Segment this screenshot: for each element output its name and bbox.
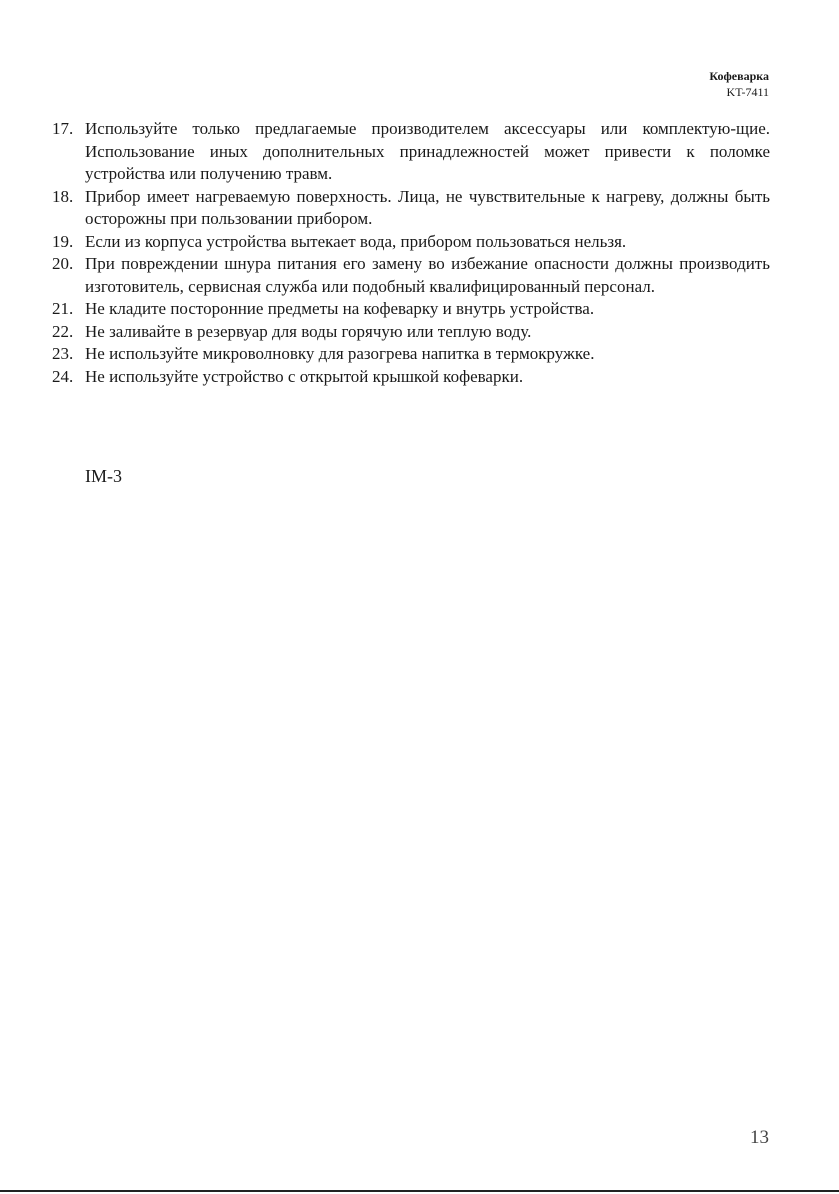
instructions-section <box>52 118 770 388</box>
list-item <box>52 366 770 389</box>
page-header <box>709 68 769 100</box>
page-number: 13 <box>750 1127 769 1148</box>
list-item <box>52 321 770 344</box>
item-number: 20. <box>52 254 74 273</box>
list-item <box>52 298 770 321</box>
bottom-divider <box>0 1190 839 1192</box>
item-text: Не используйте устройство с открытой крышкой кофеварки. <box>85 366 524 386</box>
product-name: Кофеварка <box>709 69 769 83</box>
item-text: Используйте только предлагаемые производителем аксессуары или комплектую-щие. Использование иных дополнительных принадлежностей может привести к поломке устройства или получению травм. <box>85 119 770 183</box>
item-number: 24. <box>52 366 74 386</box>
model-number: KT-7411 <box>726 85 769 99</box>
item-text: Прибор имеет нагреваемую поверхность. Лица, не чувствительные к нагреву, должны быть осторожны при пользовании прибором. <box>85 186 770 228</box>
list-item <box>52 186 770 231</box>
item-text: Если из корпуса устройства вытекает вода, прибором пользоваться нельзя. <box>85 231 627 251</box>
manual-code: IM-3 <box>85 466 122 486</box>
instruction-list <box>52 118 770 388</box>
item-number: 18. <box>52 186 74 206</box>
item-text: Не заливайте в резервуар для воды горячую или теплую воду. <box>85 321 532 341</box>
list-item <box>52 253 770 298</box>
item-text: Не кладите посторонние предметы на кофеварку и внутрь устройства. <box>85 299 595 318</box>
item-number: 17. <box>52 119 74 138</box>
item-number: 22. <box>52 321 74 341</box>
item-text: Не используйте микроволновку для разогрева напитка в термокружке. <box>85 344 595 363</box>
item-number: 19. <box>52 231 74 251</box>
list-item <box>52 343 770 366</box>
item-text: При повреждении шнура питания его замену во избежание опасности должны производить изготовитель, сервисная служба или подобный квалифицированный персонал. <box>85 254 770 296</box>
item-number: 21. <box>52 299 74 318</box>
list-item <box>52 231 770 254</box>
item-number: 23. <box>52 344 74 363</box>
list-item <box>52 118 770 186</box>
